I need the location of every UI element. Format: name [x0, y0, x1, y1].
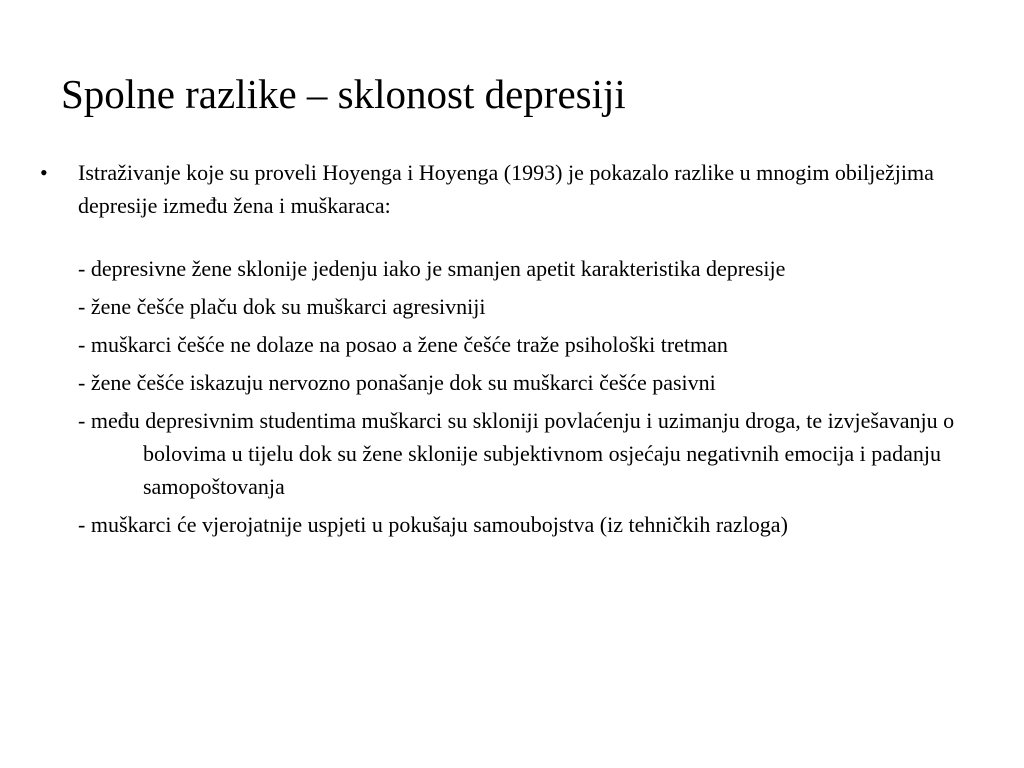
- list-item: - žene češće iskazuju nervozno ponašanje dok su muškarci češće pasivni: [78, 370, 716, 395]
- intro-text: Istraživanje koje su proveli Hoyenga i Hoyenga (1993) je pokazalo razlike u mnogim obilježjima depresije između žena i muškaraca:: [78, 160, 934, 218]
- list-item: - muškarci češće ne dolaze na posao a žene češće traže psihološki tretman: [78, 332, 728, 357]
- bullet-point: [40, 156, 990, 222]
- list-item: - žene češće plaču dok su muškarci agresivniji: [78, 294, 486, 319]
- bullet-icon: •: [40, 160, 48, 185]
- difference-list: [40, 252, 990, 541]
- list-item: - depresivne žene sklonije jedenju iako je smanjen apetit karakteristika depresije: [78, 256, 786, 281]
- list-item: - muškarci će vjerojatnije uspjeti u pokušaju samoubojstva (iz tehničkih razloga): [78, 512, 788, 537]
- slide-title: Spolne razlike – sklonost depresiji: [61, 71, 626, 117]
- list-item: - među depresivnim studentima muškarci su skloniji povlaćenju i uzimanju droga, te izvješavanju o bolovima u tijelu dok su žene sklonije subjektivnom osjećaju negativnih emocija i padanju samopoštovanja: [78, 408, 955, 499]
- slide-body: [40, 156, 990, 546]
